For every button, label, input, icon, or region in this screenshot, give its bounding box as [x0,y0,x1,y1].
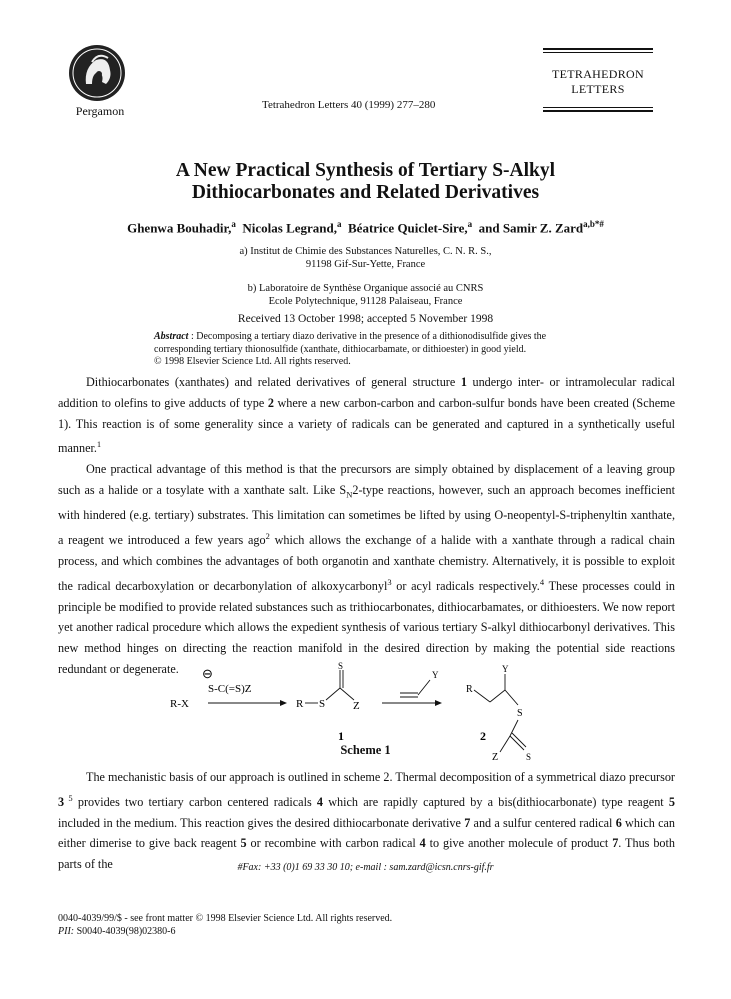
author-list [0,219,731,236]
body-text-top [58,372,675,680]
author-2: Nicolas Legrand, [242,220,337,236]
compound-2-z: Z [492,752,499,763]
affiliation-a-line2: 91198 Gif-Sur-Yette, France [305,259,426,270]
compound-1-r: R [296,698,304,710]
compound-1-label: 1 [338,729,344,743]
affiliation-b-line1: b) Laboratoire de Synthèse Organique associé au CNRS [247,283,484,294]
author-4-affil: a,b*# [583,219,604,229]
body-text-bottom [58,767,675,875]
author-1: Ghenwa Bouhadir, [127,220,232,236]
abstract-label: Abstract [154,331,189,342]
compound-1-s: S [319,698,326,710]
scheme-reagent: S-C(=S)Z [208,683,252,695]
scheme-anion-symbol: ⊖ [202,666,213,681]
pii-line: PII: S0040-4039(98)02380-6 [58,926,176,937]
author-1-affil: a [231,219,236,229]
article-title [0,160,731,204]
journal-name-line2: LETTERS [571,82,625,96]
publisher-name: Pergamon [75,104,125,118]
compound-2-s: S [517,708,523,719]
scheme-start-material: R-X [170,698,189,710]
journal-citation: Tetrahedron Letters 40 (1999) 277–280 [262,99,436,111]
journal-name-box [543,48,653,114]
author-3-affil: a [467,219,473,229]
front-matter-notice [58,912,392,938]
pergamon-helmet-logo-icon [68,44,126,102]
paragraph-2: One practical advantage of this method is that the precursors are simply obtained by displacement of a leaving group such as a halide or a tosylate with a xanthate salt. Like $S_N2$-type reactions, however, such an approach becomes inefficient with hindered (e.g. tertiary) substrates. This limitation can sometimes be lifted by using O-neopentyl-S-triphenyltin xanthate, a reagent we introduced a few years ago$^2$ which allows the exchange of a halide with a xanthate through a radical chain process, and which combines the advantages of both organotin and xanthate chemistry. Alternatively, it is possible to exploit the radical decarboxylation or decarbonylation of alkoxycarbonyl$^3$ or acyl radicals respectively.$^4$ These processes could in principle be modified to provide related substances such as trithiocarbonates, dithiocarbamates, or dithioesters. We now report yet another radical procedure which allows the expedient synthesis of various tertiary S-alkyl dithiocarbonyl derivatives. This new method hinges on directing the reaction manifold in the desired direction by making the potential side reactions redundant or degenerate. [58,462,676,676]
abstract [154,331,584,369]
title-line-2: Dithiocarbonates and Related Derivatives [191,182,540,203]
compound-2-label: 2 [480,729,486,743]
olefin-y: Y [432,670,439,680]
received-dates: Received 13 October 1998; accepted 5 November 1998 [237,313,494,325]
abstract-text: : Decomposing a tertiary diazo derivative in the presence of a dithionodisulfide gives the corresponding tertiary thionosulfide (xanthate, dithiocarbamate, or dithioester) in good yield. [154,331,547,355]
author-3: Béatrice Quiclet-Sire, [348,220,468,236]
author-4: and Samir Z. Zard [478,220,584,236]
affiliation-a [0,245,731,271]
affiliation-b-line2: Ecole Polytechnique, 91128 Palaiseau, France [268,296,463,307]
journal-name-line1: TETRAHEDRON [552,67,644,81]
scheme-arrow-2-head [435,700,442,706]
affiliation-b [0,282,731,308]
scheme-arrow-1-head [280,700,287,706]
paragraph-1: Dithiocarbonates (xanthates) and related derivatives of general structure 1 undergo inter- or intramolecular radical addition to olefins to give adducts of type 2 where a new carbon-carbon and carbon-sulfur bonds have been created (Scheme 1). This reaction is of some generality since a variety of radicals can be generated and captured in a synthetically useful manner.$^1$ [58,375,675,456]
paragraph-3: The mechanistic basis of our approach is outlined in scheme 2. Thermal decomposition of a symmetrical diazo precursor 3 $^5$ provides two tertiary carbon centered radicals 4 which are rapidly captured by a bis(dithiocarbonate) type reagent 5 included in the medium. This reaction gives the desired dithiocarbonate derivative 7 and a sulfur centered radical 6 which can either dimerise to give back reagent 5 or recombine with carbon radical 4 to give another molecule of product 7. Thus both parts of the [58,770,675,872]
title-line-1: A New Practical Synthesis of Tertiary S-Alkyl [175,160,556,181]
author-2-affil: a [337,219,342,229]
compound-2-thione-s: S [526,752,532,762]
front-matter-line: 0040-4039/99/$ - see front matter © 1998 Elsevier Science Ltd. All rights reserved. [58,913,393,924]
affiliation-a-line1: a) Institut de Chimie des Substances Naturelles, C. N. R. S., [239,246,492,257]
compound-2-y: Y [502,664,509,674]
scheme-1-caption: Scheme 1 [340,743,391,757]
compound-2-r: R [466,684,473,695]
abstract-copyright: © 1998 Elsevier Science Ltd. All rights reserved. [154,356,351,368]
corresponding-author-footnote: #Fax: +33 (0)1 69 33 30 10; e-mail : sam.zard@icsn.cnrs-gif.fr [237,862,494,873]
compound-1-z: Z [353,700,360,712]
compound-1-thione-s: S [338,661,344,671]
